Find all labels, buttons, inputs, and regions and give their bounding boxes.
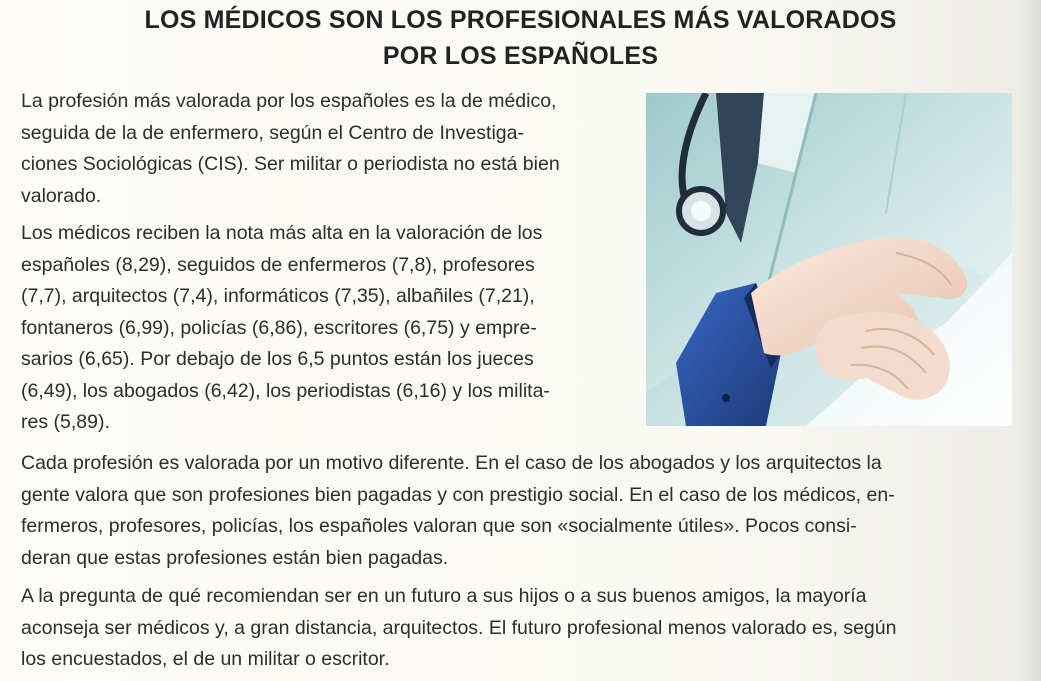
- page-edge-shadow: [1021, 0, 1041, 681]
- text-line: (7,7), arquitectos (7,4), informáticos (7,35), albañiles (7,21),: [21, 285, 535, 307]
- text-line: A la pregunta de qué recomiendan ser en un futuro a sus hijos o a sus buenos amigos, la mayoría: [21, 585, 867, 607]
- doctor-holding-patient-hand-photo: [646, 93, 1012, 426]
- photo-illustration: [646, 93, 1012, 426]
- text-line: Cada profesión es valorada por un motivo diferente. En el caso de los abogados y los arquitectos la: [21, 452, 882, 474]
- text-line: valorado.: [21, 184, 102, 207]
- text-line: españoles (8,29), seguidos de enfermeros (7,8), profesores: [21, 253, 535, 276]
- text-line: seguida de la de enfermero, según el Centro de Investiga-: [21, 121, 524, 144]
- title-line-2: POR LOS ESPAÑOLES: [382, 42, 659, 70]
- title-line-1: LOS MÉDICOS SON LOS PROFESIONALES MÁS VALORADOS: [144, 6, 897, 34]
- text-line: deran que estas profesiones están bien pagadas.: [21, 546, 449, 569]
- text-line: fontaneros (6,99), policías (6,86), escritores (6,75) y empre-: [21, 316, 537, 339]
- paragraph-4: [21, 581, 1021, 676]
- text-line: aconseja ser médicos y, a gran distancia, arquitectos. El futuro profesional menos valorado es, según: [21, 616, 897, 639]
- article-title: [0, 2, 1041, 74]
- paragraph-2: [21, 218, 626, 439]
- text-line: ciones Sociológicas (CIS). Ser militar o periodista no está bien: [21, 153, 560, 175]
- text-line: fermeros, profesores, policías, los españoles valoran que son «socialmente útiles». Pocos consi-: [21, 515, 857, 537]
- text-line: (6,49), los abogados (6,42), los periodistas (6,16) y los milita-: [21, 379, 550, 402]
- text-line: sarios (6,65). Por debajo de los 6,5 puntos están los jueces: [21, 348, 534, 370]
- text-line: gente valora que son profesiones bien pagadas y con prestigio social. En el caso de los médicos, en-: [21, 483, 895, 506]
- paragraph-3: [21, 448, 1021, 574]
- text-line: los encuestados, el de un militar o escritor.: [21, 648, 390, 670]
- text-line: La profesión más valorada por los españoles es la de médico,: [21, 90, 557, 112]
- paragraph-1: [21, 86, 626, 212]
- text-line: Los médicos reciben la nota más alta en la valoración de los: [21, 222, 543, 244]
- text-line: res (5,89).: [21, 411, 110, 433]
